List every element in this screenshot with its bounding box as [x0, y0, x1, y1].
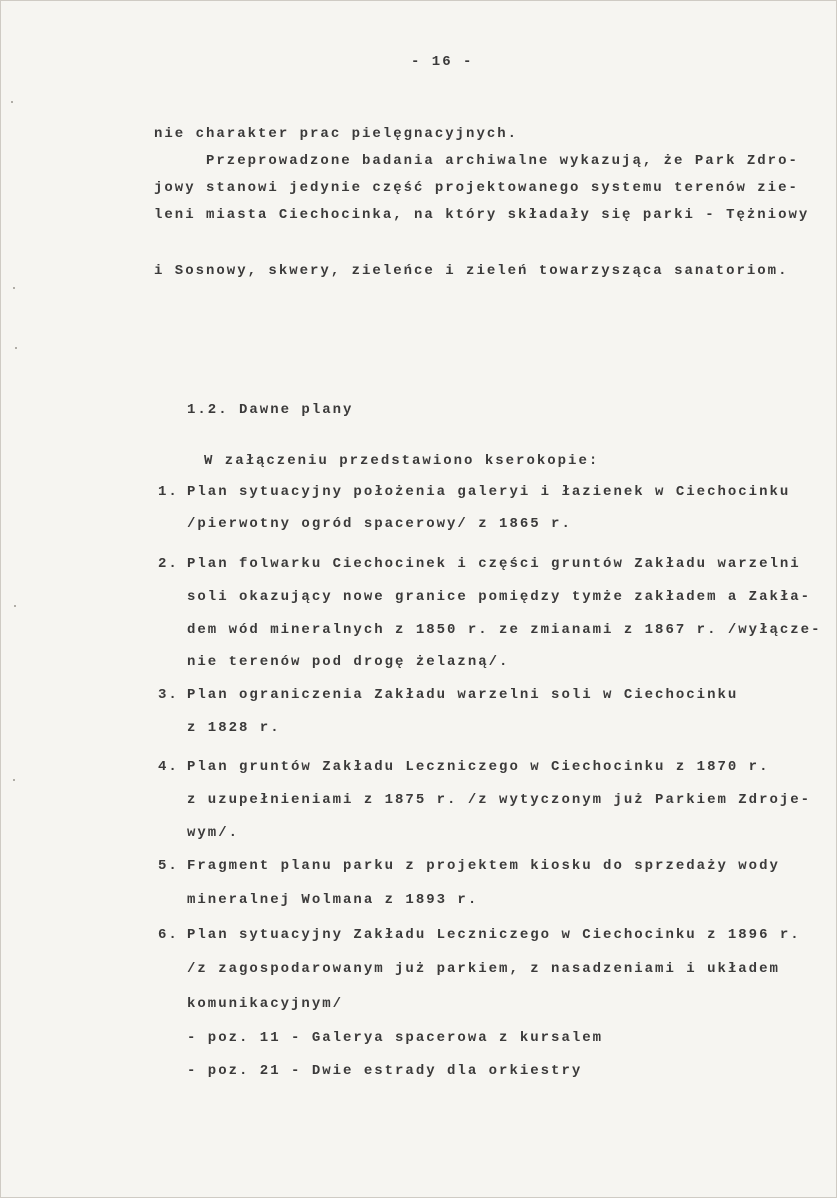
list-item-line: Fragment planu parku z projektem kiosku do sprzedaży wody — [187, 858, 780, 874]
list-item-number: 2. — [158, 556, 179, 572]
list-item-line: Plan gruntów Zakładu Leczniczego w Ciechocinku z 1870 r. — [187, 759, 770, 775]
paragraph-line: Przeprowadzone badania archiwalne wykazują, że Park Zdro- — [206, 153, 799, 169]
paper-speck — [15, 347, 17, 349]
paragraph-line: jowy stanowi jedynie część projektowanego systemu terenów zie- — [154, 180, 799, 196]
list-item-line: z uzupełnieniami z 1875 r. /z wytyczonym już Parkiem Zdroje- — [187, 792, 812, 808]
paper-speck — [14, 605, 16, 607]
list-item-number: 3. — [158, 687, 179, 703]
paper-speck — [13, 779, 15, 781]
section-intro: W załączeniu przedstawiono kserokopie: — [204, 453, 600, 469]
paragraph-line: nie charakter prac pielęgnacyjnych. — [154, 126, 519, 142]
list-item-number: 5. — [158, 858, 179, 874]
list-item-line: - poz. 11 - Galerya spacerowa z kursalem — [187, 1030, 604, 1046]
section-heading: 1.2. Dawne plany — [187, 402, 354, 418]
list-item-line: soli okazujący nowe granice pomiędzy tymże zakładem a Zakła- — [187, 589, 812, 605]
paragraph-line: leni miasta Ciechocinka, na który składały się parki - Tężniowy — [154, 207, 810, 223]
list-item-number: 6. — [158, 927, 179, 943]
paper-speck — [11, 101, 13, 103]
list-item-line: mineralnej Wolmana z 1893 r. — [187, 892, 479, 908]
list-item-line: wym/. — [187, 825, 240, 841]
list-item-line: /z zagospodarowanym już parkiem, z nasadzeniami i układem — [187, 961, 780, 977]
list-item-line: dem wód mineralnych z 1850 r. ze zmianami z 1867 r. /wyłącze- — [187, 622, 822, 638]
list-item-line: nie terenów pod drogę żelazną/. — [187, 654, 510, 670]
list-item-line: Plan ograniczenia Zakładu warzelni soli w Ciechocinku — [187, 687, 739, 703]
paper-speck — [13, 287, 15, 289]
list-item-line: z 1828 r. — [187, 720, 281, 736]
list-item-line: - poz. 21 - Dwie estrady dla orkiestry — [187, 1063, 583, 1079]
list-item-line: Plan folwarku Ciechocinek i części gruntów Zakładu warzelni — [187, 556, 801, 572]
paragraph-line: i Sosnowy, skwery, zieleńce i zieleń towarzysząca sanatoriom. — [154, 263, 789, 279]
list-item-line: Plan sytuacyjny położenia galeryi i łazienek w Ciechocinku — [187, 484, 791, 500]
list-item-line: Plan sytuacyjny Zakładu Leczniczego w Ciechocinku z 1896 r. — [187, 927, 801, 943]
list-item-line: komunikacyjnym/ — [187, 996, 344, 1012]
page-number: - 16 - — [411, 54, 474, 70]
list-item-line: /pierwotny ogród spacerowy/ z 1865 r. — [187, 516, 572, 532]
list-item-number: 4. — [158, 759, 179, 775]
list-item-number: 1. — [158, 484, 179, 500]
